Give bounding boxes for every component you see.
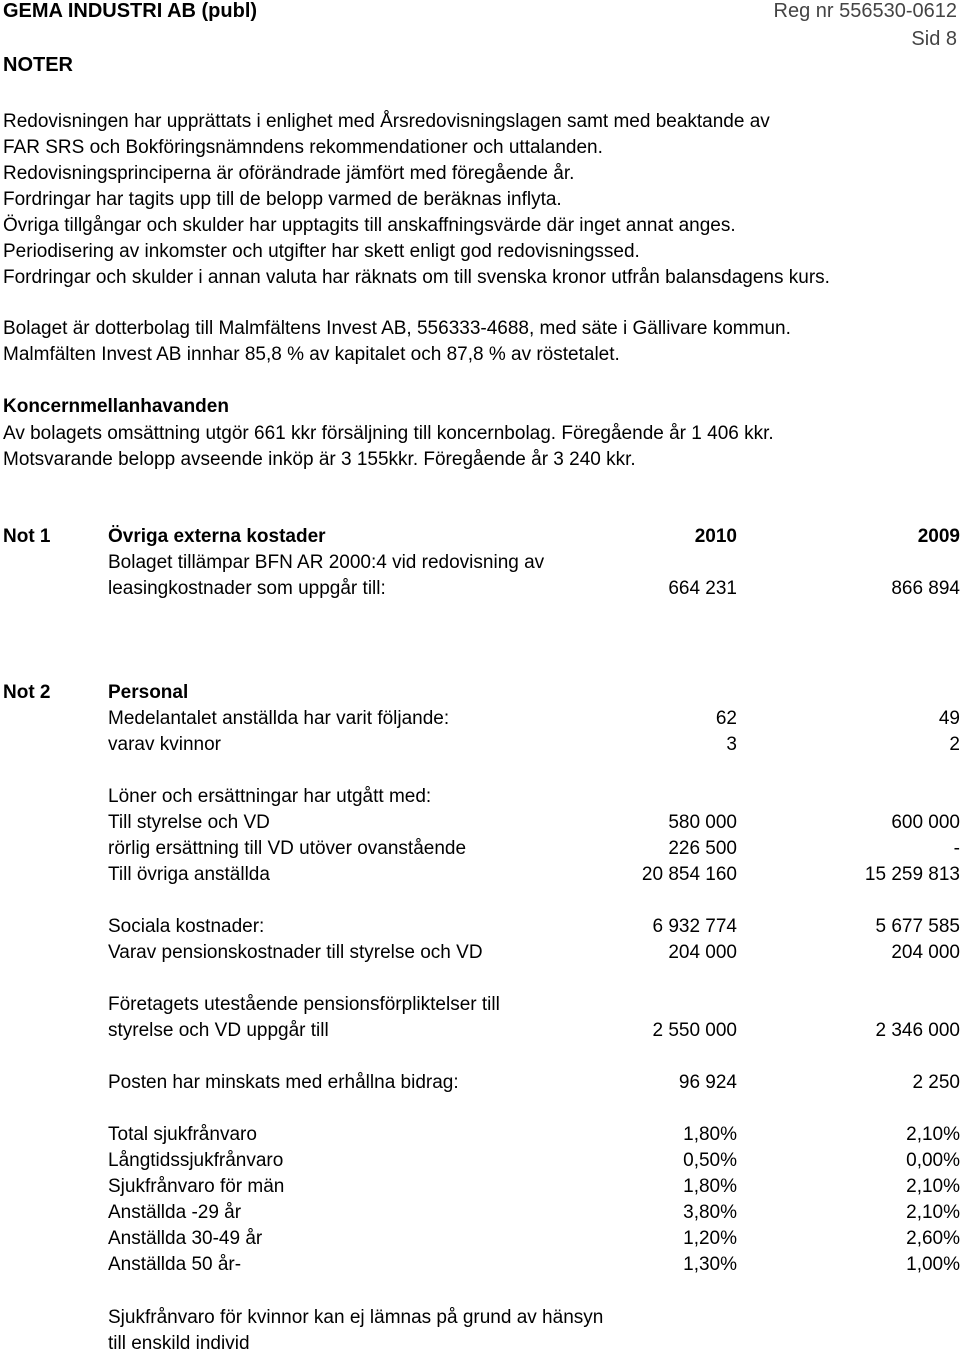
company-name: GEMA INDUSTRI AB (publ) [3,0,258,22]
intro-line: Redovisningsprinciperna är oförändrade jämfört med föregående år. [3,163,575,184]
note-2-row-value-current: 1,80% [683,1176,737,1197]
group-paragraph [3,421,774,473]
intro-line: FAR SRS och Bokföringsnämndens rekommendationer och uttalanden. [3,137,603,158]
note-2-row-value-previous: 2 346 000 [875,1020,960,1041]
note-2-row-value-previous: - [953,838,960,859]
note-2-row-value-previous: 2,10% [906,1202,960,1223]
note-1-label: Not 1 [3,526,51,547]
note-2-row-value-current: 6 932 774 [652,916,737,937]
note-1-text-line-1: Bolaget tillämpar BFN AR 2000:4 vid redovisning av [108,552,545,573]
section-title: NOTER [3,54,73,76]
group-heading: Koncernmellanhavanden [3,396,229,417]
note-2-row-value-previous: 600 000 [891,812,960,833]
parent-company-paragraph [3,316,791,368]
note-2-row-label: Anställda 30-49 år [108,1228,263,1249]
note-2-label: Not 2 [3,682,51,703]
note-2-row-value-previous: 2,10% [906,1176,960,1197]
note-2-row-value-previous: 204 000 [891,942,960,963]
note-2-row-label: Varav pensionskostnader till styrelse och VD [108,942,483,963]
note-2-row-label: Till övriga anställda [108,864,270,885]
intro-line: Fordringar och skulder i annan valuta har räknats om till svenska kronor utfrån balansdagens kurs. [3,267,830,288]
note-2-row-label: Medelantalet anställda har varit följande: [108,708,450,729]
note-2-row-value-previous: 2 250 [912,1072,960,1093]
note-1-year-current: 2010 [694,526,737,547]
note-2-row-value-previous: 2 [949,734,960,755]
note-2-row-value-current: 3 [726,734,737,755]
note-2-row-label: styrelse och VD uppgår till [108,1020,329,1041]
note-1-title: Övriga externa kostader [108,526,326,547]
note-2-row-label: Anställda -29 år [108,1202,242,1223]
intro-line: Övriga tillgångar och skulder har upptagits till anskaffningsvärde där inget annat anges. [3,215,736,236]
footnote-line: till enskild individ [108,1333,250,1354]
footnote-line: Sjukfrånvaro för kvinnor kan ej lämnas på grund av hänsyn [108,1307,604,1328]
registration-number: Reg nr 556530-0612 [773,0,957,22]
note-1-value-current: 664 231 [668,578,737,599]
parent-line: Malmfälten Invest AB innhar 85,8 % av kapitalet och 87,8 % av röstetalet. [3,344,620,365]
note-2-row-label: Total sjukfrånvaro [108,1124,257,1145]
note-2-row-value-previous: 2,60% [906,1228,960,1249]
intro-line: Periodisering av inkomster och utgifter har skett enligt god redovisningssed. [3,241,640,262]
note-2-row-value-current: 226 500 [668,838,737,859]
note-2-row-label: Posten har minskats med erhållna bidrag: [108,1072,459,1093]
note-2-row-value-previous: 2,10% [906,1124,960,1145]
note-2-row-value-current: 2 550 000 [652,1020,737,1041]
parent-line: Bolaget är dotterbolag till Malmfältens Invest AB, 556333-4688, med säte i Gällivare kommun. [3,318,791,339]
note-1-year-previous: 2009 [917,526,960,547]
note-2-row-value-previous: 49 [938,708,960,729]
note-2-row-value-current: 1,80% [683,1124,737,1145]
page-number: Sid 8 [911,28,957,50]
group-line: Motsvarande belopp avseende inköp är 3 155kkr. Föregående år 3 240 kkr. [3,449,636,470]
note-2-row-value-current: 1,20% [683,1228,737,1249]
note-2-row-value-current: 20 854 160 [641,864,737,885]
note-1-text-line-2: leasingkostnader som uppgår till: [108,578,386,599]
note-2-row-label: Sjukfrånvaro för män [108,1176,285,1197]
note-2-row-label: Långtidssjukfrånvaro [108,1150,284,1171]
note-2-row-label: varav kvinnor [108,734,221,755]
note-2-row-value-previous: 1,00% [906,1254,960,1275]
note-2-title: Personal [108,682,189,703]
note-2-row-value-current: 204 000 [668,942,737,963]
note-2-row-label: Anställda 50 år- [108,1254,242,1275]
intro-line: Redovisningen har upprättats i enlighet med Årsredovisningslagen samt med beaktande av [3,111,770,132]
note-2-row-label: rörlig ersättning till VD utöver ovanstående [108,838,467,859]
note-2-row-value-current: 3,80% [683,1202,737,1223]
note-2-row-value-current: 1,30% [683,1254,737,1275]
note-1-value-previous: 866 894 [891,578,960,599]
note-2-row-value-current: 0,50% [683,1150,737,1171]
note-2-row-label: Till styrelse och VD [108,812,270,833]
note-2-row-label: Företagets utestående pensionsförpliktelser till [108,994,500,1015]
note-2-row-label: Löner och ersättningar har utgått med: [108,786,432,807]
note-2-row-label: Sociala kostnader: [108,916,265,937]
note-2-row-value-previous: 0,00% [906,1150,960,1171]
note-2-row-value-current: 580 000 [668,812,737,833]
intro-paragraph [3,109,830,291]
intro-line: Fordringar har tagits upp till de belopp varmed de beräknas inflyta. [3,189,562,210]
note-2-row-value-current: 96 924 [678,1072,737,1093]
note-2-row-value-previous: 5 677 585 [875,916,960,937]
note-2-row-value-previous: 15 259 813 [864,864,960,885]
group-line: Av bolagets omsättning utgör 661 kkr försäljning till koncernbolag. Föregående år 1 406 kkr. [3,423,774,444]
note-2-row-value-current: 62 [715,708,737,729]
note-2-footnote [108,1305,603,1357]
